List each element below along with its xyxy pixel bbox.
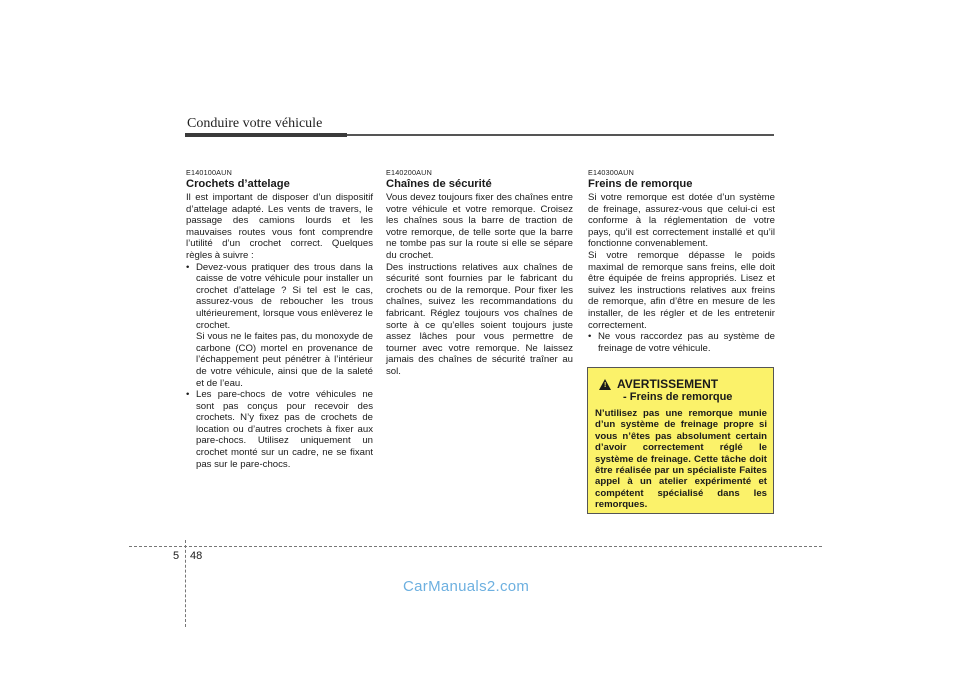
paragraph: Des instructions relatives aux chaînes de sécurité sont fournies par le fabricant du crochets ou de la remorque. Pour fixer les chaînes, suivez les recommandations du fabricant. Réglez toujours vos chaînes de sorte à ce qu’elles soient toujours juste assez lâches pour vous permettre de tourner avec votre remorque. Ne laissez jamais des chaînes de sécurité traîner au sol. — [386, 261, 573, 377]
list-item-text: Devez-vous pratiquer des trous dans la caisse de votre véhicule pour installer un crochet d’attelage ? Si tel est le cas, assurez-vous de reboucher les trous ultérieurement, lorsque vous enlèverez le crochet. — [196, 261, 373, 331]
section-number: 5 — [173, 550, 180, 562]
column-towing-hooks — [186, 168, 373, 470]
bullet-list — [186, 262, 373, 471]
list-item-text: Ne vous raccordez pas au système de freinage de votre véhicule. — [598, 331, 775, 354]
list-item-text: Si vous ne le faites pas, du monoxyde de carbone (CO) mortel en provenance de l’échappement peut pénétrer à l’intérieur de votre véhicule, ainsi que de la saleté et de l’eau. — [196, 331, 373, 389]
header-bar-line — [347, 134, 774, 136]
warning-body: N’utilisez pas une remorque munie d’un système de freinage propre si vous n’êtes pas absolument certain d’avoir correctement réglé le système de freinage. Cette tâche doit être réalisée par un spécialiste Faites appel à un atelier expérimenté et compétent spécialisé dans les remorques. — [595, 408, 767, 511]
section-heading: Chaînes de sécurité — [386, 178, 492, 190]
section-code: E140300AUN — [588, 168, 634, 177]
page-header-title: Conduire votre véhicule — [187, 116, 323, 131]
header-bar-dark — [185, 133, 347, 137]
bullet-icon: • — [186, 389, 190, 401]
watermark-link[interactable]: CarManuals2.com — [403, 578, 530, 595]
bullet-icon: • — [186, 261, 190, 273]
bullet-list — [588, 331, 775, 354]
warning-box — [587, 367, 774, 514]
exclamation-icon: ! — [604, 382, 607, 389]
list-item — [186, 389, 373, 470]
section-heading: Freins de remorque — [588, 178, 693, 190]
bullet-icon: • — [588, 331, 592, 343]
list-item — [588, 331, 775, 354]
section-heading: Crochets d’attelage — [186, 178, 290, 190]
list-item-text: Les pare-chocs de votre véhicules ne sont pas conçus pour recevoir des crochets. N’y fixez pas de crochets de location ou d’autres crochets à fixer aux pare-chocs. Utilisez uniquement un crochet monté sur un cadre, ne se fixant pas sur le pare-chocs. — [196, 389, 373, 470]
footer-divider — [129, 546, 822, 547]
warning-title: AVERTISSEMENT — [617, 377, 719, 391]
section-code: E140200AUN — [386, 168, 432, 177]
paragraph: Vous devez toujours fixer des chaînes entre votre véhicule et votre remorque. Croisez les chaînes sous la barre de traction de votre remorque, de telle sorte que la barre ne tombe pas sur la route si elle se sépare du crochet. — [386, 192, 573, 261]
column-trailer-brakes — [588, 168, 775, 354]
footer-vertical-divider — [185, 540, 186, 627]
page-number: 48 — [190, 550, 203, 562]
list-item — [186, 262, 373, 390]
section-code: E140100AUN — [186, 168, 232, 177]
warning-subtitle: - Freins de remorque — [623, 391, 733, 403]
warning-header — [595, 376, 767, 404]
paragraph: Si votre remorque dépasse le poids maximal de remorque sans freins, elle doit être équipée de freins appropriés. Lisez et suivez les instructions relatives aux freins de remorque, afin d’être en mesure de les installer, de les régler et de les entretenir correctement. — [588, 249, 775, 331]
paragraph: Si votre remorque est dotée d’un système de freinage, assurez-vous que celui-ci est conforme à la réglementation de votre pays, qu’il est correctement installé et qu’il fonctionne convenablement. — [588, 192, 775, 250]
paragraph: Il est important de disposer d’un dispositif d’attelage adapté. Les vents de travers, le passage des camions lourds et les mauvaises routes vous font comprendre l’utilité d’un crochet correct. Quelques règles à suivre : — [186, 192, 373, 261]
column-safety-chains — [386, 168, 573, 378]
